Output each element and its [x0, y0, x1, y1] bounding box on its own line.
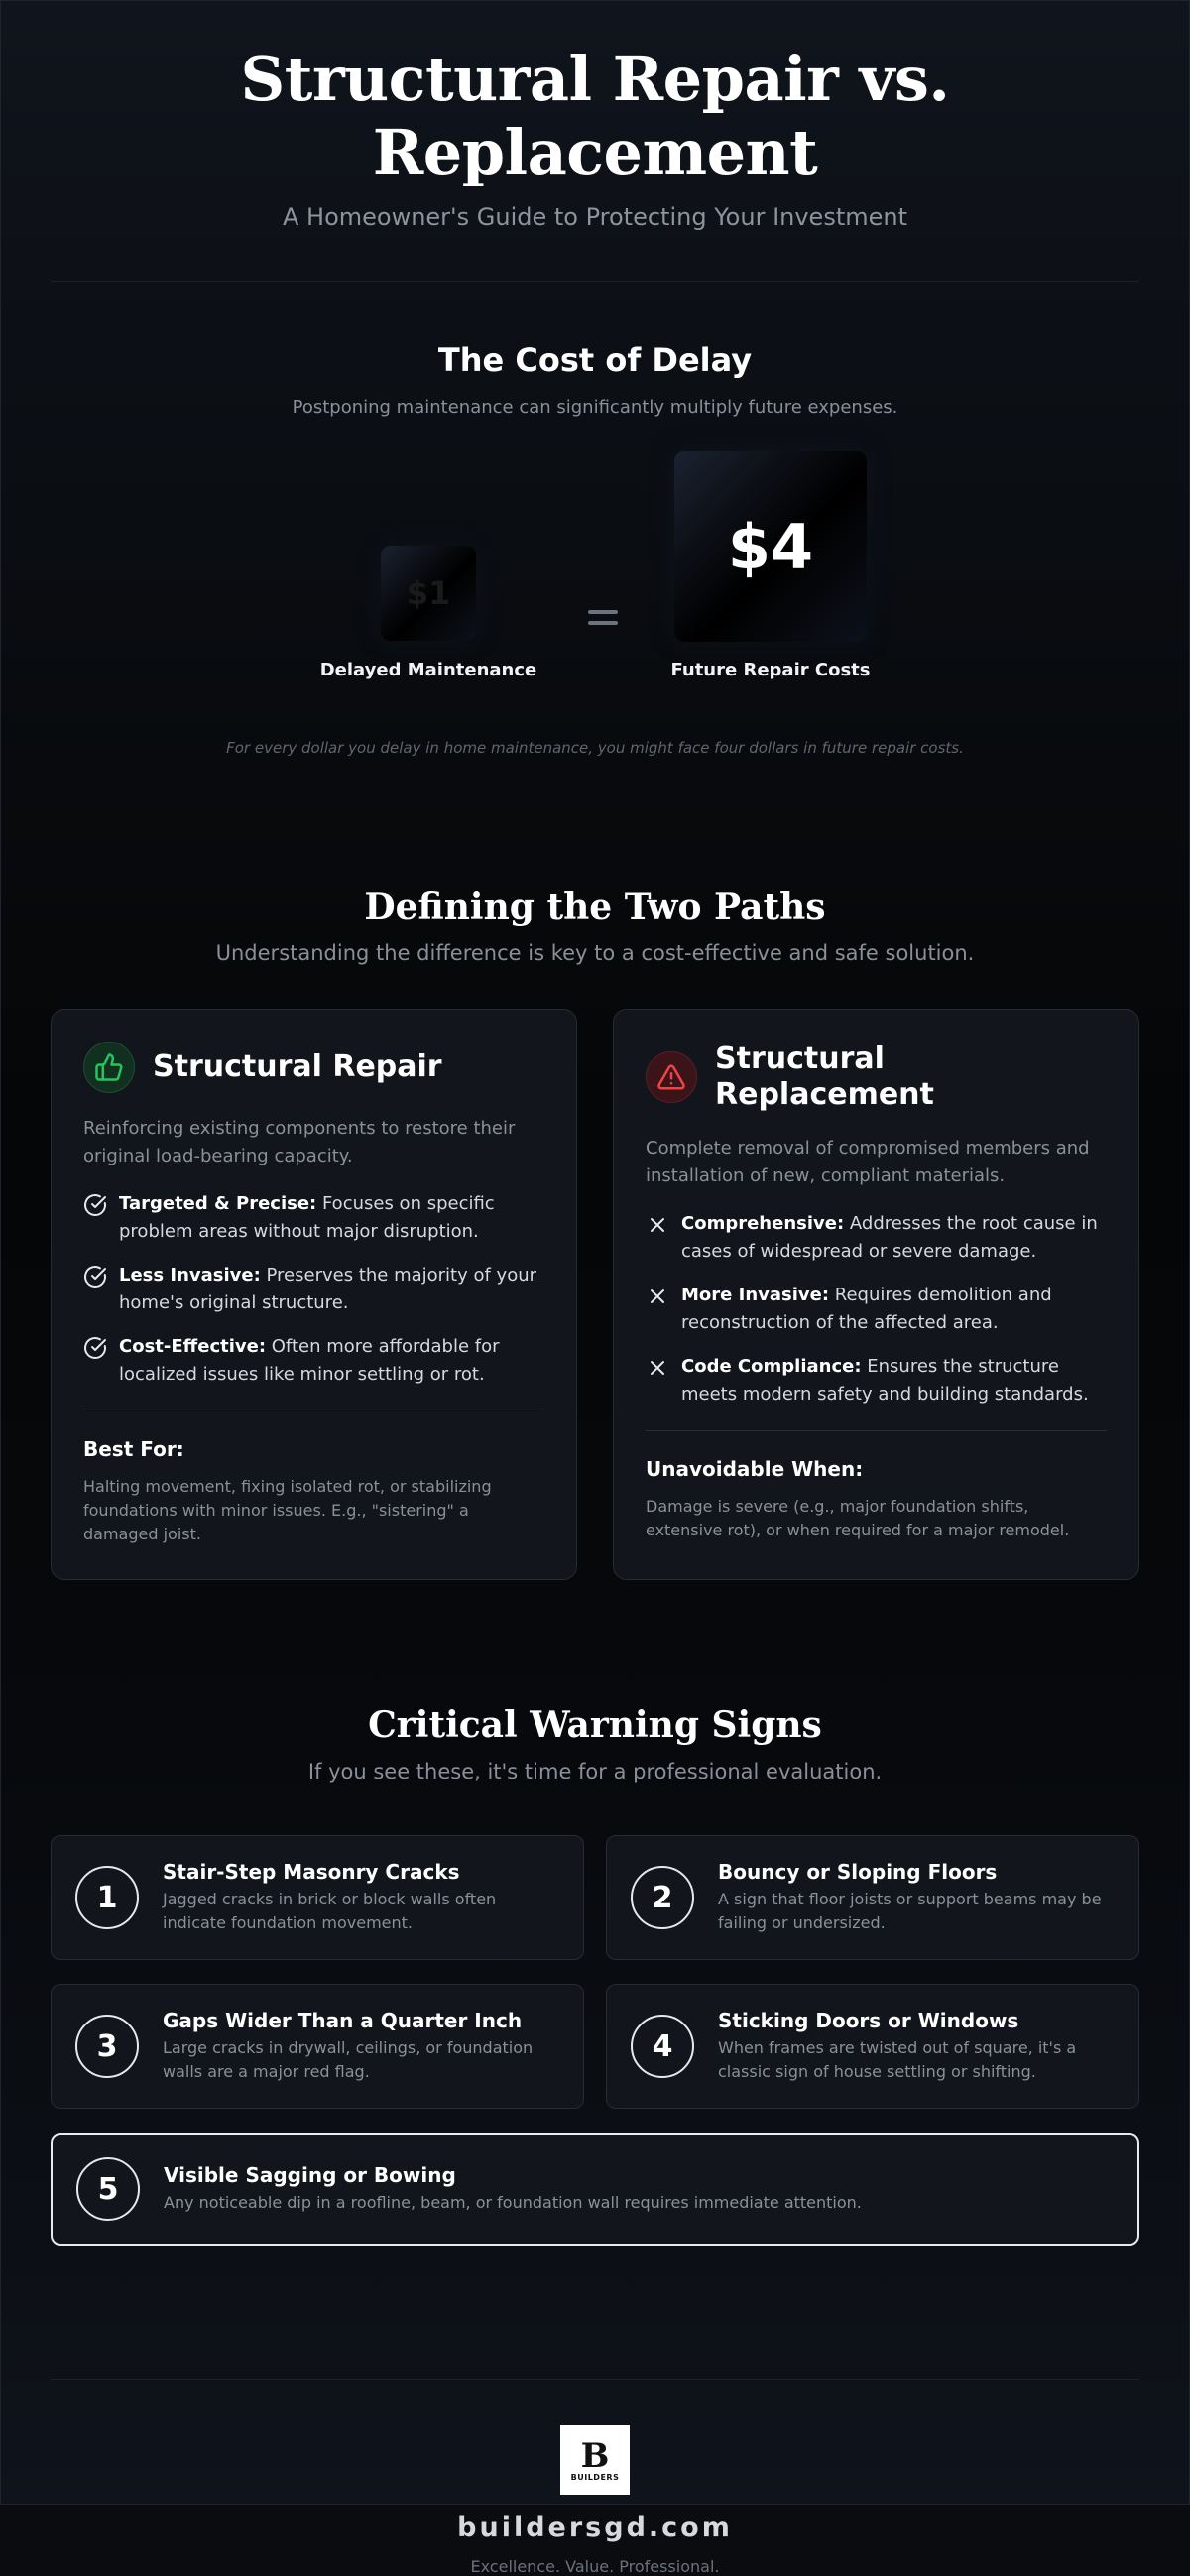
cost-of-delay-section	[51, 282, 1139, 757]
cost-note: For every dollar you delay in home maintenance, you might face four dollars in future repair costs.	[226, 739, 964, 757]
equals-icon	[588, 610, 618, 632]
warning-sign-card	[606, 1835, 1139, 1960]
sign-description: A sign that floor joists or support beams may be failing or undersized.	[718, 1890, 1102, 1932]
unavoidable-when-text: Damage is severe (e.g., major foundation shifts, extensive rot), or when required for a major remodel.	[646, 1497, 1070, 1539]
section-lead: Postponing maintenance can significantly multiply future expenses.	[292, 397, 898, 418]
sign-title: Sticking Doors or Windows	[718, 2009, 1019, 2032]
x-icon	[646, 1285, 669, 1308]
check-circle-icon	[83, 1193, 107, 1217]
warning-triangle-icon	[646, 1051, 697, 1103]
two-paths-section	[51, 757, 1139, 1580]
page-subtitle: A Homeowner's Guide to Protecting Your Investment	[282, 203, 908, 231]
sign-number: 4	[631, 2015, 694, 2078]
card-header	[83, 1042, 544, 1093]
sign-description: Any noticeable dip in a roofline, beam, or foundation wall requires immediate attention.	[164, 2193, 862, 2212]
replacement-card	[613, 1009, 1139, 1580]
section-lead: Understanding the difference is key to a cost-effective and safe solution.	[215, 941, 975, 965]
sign-title: Bouncy or Sloping Floors	[718, 1860, 998, 1884]
hero	[51, 1, 1139, 231]
sign-description: Large cracks in drywall, ceilings, or foundation walls are a major red flag.	[163, 2038, 534, 2081]
sign-number: 1	[75, 1866, 139, 1929]
builders-logo: B BUILDERS	[560, 2425, 630, 2495]
sign-title: Stair-Step Masonry Cracks	[163, 1860, 460, 1884]
sign-description: When frames are twisted out of square, it's a classic sign of house settling or shifting.	[718, 2038, 1077, 2081]
section-title: Critical Warning Signs	[368, 1704, 822, 1746]
best-for-text: Halting movement, fixing isolated rot, or stabilizing foundations with minor issues. E.g., "sistering" a damaged joist.	[83, 1477, 492, 1543]
unavoidable-when-title: Unavoidable When:	[646, 1457, 864, 1481]
x-icon	[646, 1213, 669, 1237]
future-cost-tile: $4	[674, 451, 867, 642]
warning-sign-card	[51, 1835, 584, 1960]
sign-title: Visible Sagging or Bowing	[164, 2163, 456, 2187]
warning-signs-grid	[51, 1835, 1139, 2269]
content	[51, 1, 1139, 2576]
card-description: Reinforcing existing components to restore their original load-bearing capacity.	[83, 1118, 516, 1166]
section-title: Defining the Two Paths	[364, 886, 826, 927]
list-item: More Invasive: Requires demolition and reconstruction of the affected area.	[646, 1282, 1107, 1337]
section-title: The Cost of Delay	[437, 341, 753, 379]
sign-number: 2	[631, 1866, 694, 1929]
card-title: Structural Replacement	[715, 1042, 934, 1112]
site-url: buildersgd.com	[457, 2513, 733, 2543]
warning-signs-section	[51, 1580, 1139, 2269]
check-circle-icon	[83, 1336, 107, 1360]
best-for-title: Best For:	[83, 1437, 184, 1461]
warning-sign-card	[51, 1984, 584, 2109]
divider	[646, 1430, 1107, 1431]
sign-number: 3	[75, 2015, 139, 2078]
list-item: Less Invasive: Preserves the majority of your home's original structure.	[83, 1262, 544, 1317]
delayed-cost-label: Delayed Maintenance	[319, 660, 537, 680]
repair-card	[51, 1009, 577, 1580]
section-lead: If you see these, it's time for a professional evaluation.	[307, 1760, 883, 1783]
footer	[51, 2380, 1139, 2576]
sign-number: 5	[76, 2157, 140, 2221]
warning-sign-card	[606, 1984, 1139, 2109]
list-item: Comprehensive: Addresses the root cause in cases of widespread or severe damage.	[646, 1210, 1107, 1266]
list-item: Targeted & Precise: Focuses on specific problem areas without major disruption.	[83, 1190, 544, 1246]
cost-comparison	[51, 451, 1139, 699]
list-item: Cost-Effective: Often more affordable for localized issues like minor settling or rot.	[83, 1333, 544, 1389]
sign-description: Jagged cracks in brick or block walls often indicate foundation movement.	[163, 1890, 497, 1932]
future-cost-label: Future Repair Costs	[670, 660, 871, 680]
warning-sign-card-highlighted	[51, 2133, 1139, 2246]
card-header	[646, 1042, 1107, 1113]
tagline: Excellence. Value. Professional.	[470, 2557, 720, 2576]
sign-title: Gaps Wider Than a Quarter Inch	[163, 2009, 523, 2032]
x-icon	[646, 1356, 669, 1380]
page-title: Structural Repair vs. Replacement	[240, 43, 950, 188]
path-cards	[51, 1009, 1139, 1580]
check-circle-icon	[83, 1265, 107, 1288]
repair-points	[83, 1190, 544, 1389]
card-description: Complete removal of compromised members and installation of new, compliant materials.	[646, 1138, 1090, 1186]
card-title: Structural Repair	[153, 1049, 442, 1084]
replacement-points	[646, 1210, 1107, 1409]
list-item: Code Compliance: Ensures the structure meets modern safety and building standards.	[646, 1353, 1107, 1409]
thumbs-up-icon	[83, 1042, 135, 1093]
delayed-cost-tile: $1	[381, 546, 476, 641]
